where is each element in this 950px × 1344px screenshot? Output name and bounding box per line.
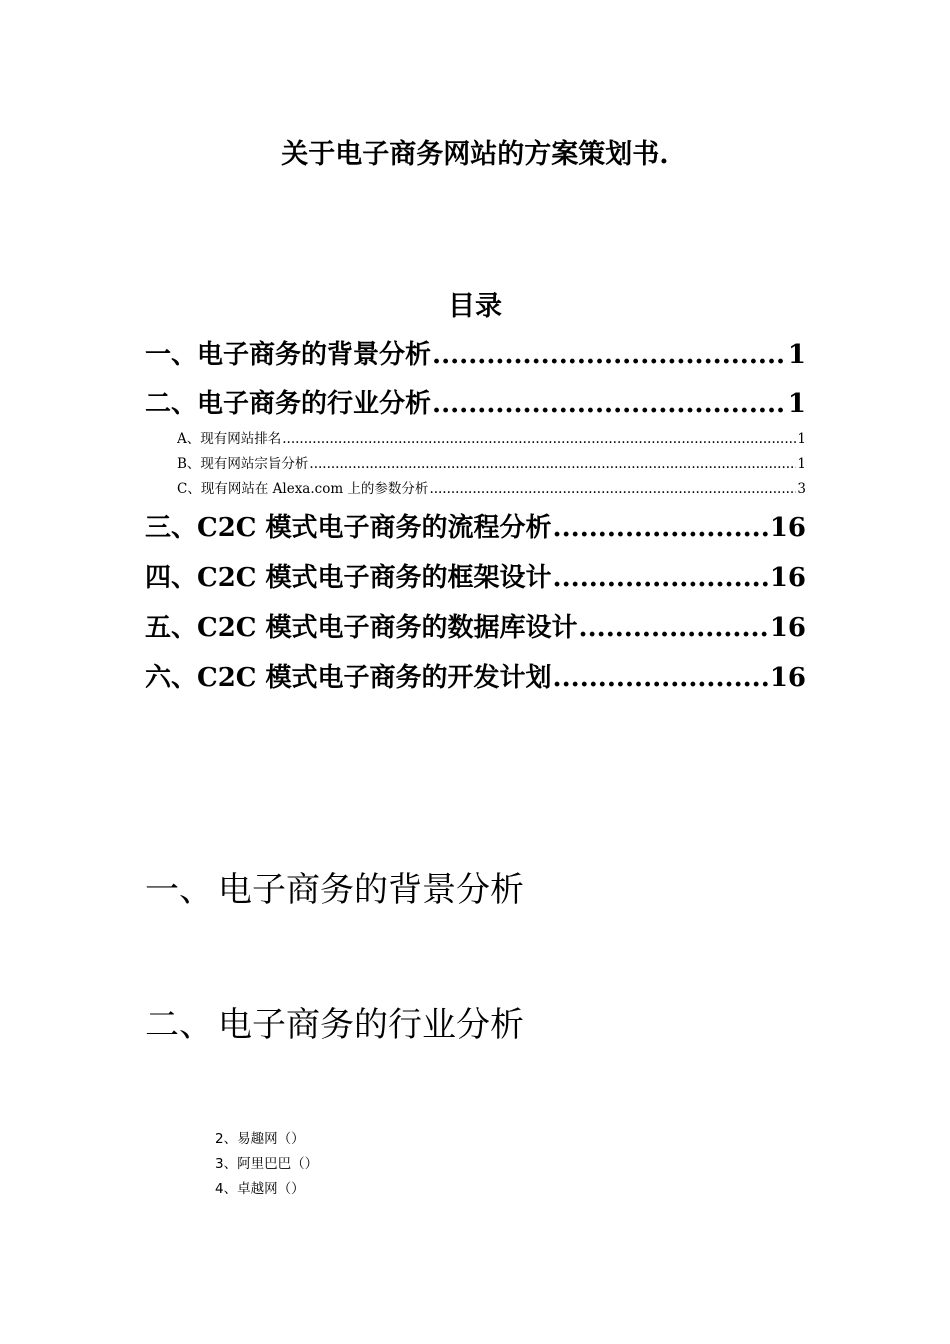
list-item-text: 卓越网（）	[237, 1181, 305, 1197]
section-heading-background	[145, 862, 524, 911]
list-item-number: 3、	[215, 1156, 238, 1172]
toc-dot-leader	[309, 456, 796, 472]
toc-entry-text: C2C 模式电子商务的框架设计	[197, 563, 552, 593]
toc-entry-number: 三、	[145, 513, 198, 543]
toc-entry-6[interactable]	[145, 657, 806, 697]
toc-dot-leader	[429, 481, 796, 497]
toc-subentry-b[interactable]	[177, 452, 806, 472]
toc-entry-2[interactable]	[145, 383, 806, 423]
toc-entry-text: C2C 模式电子商务的开发计划	[197, 663, 552, 693]
toc-entry-page: 1	[797, 431, 806, 447]
toc-entry-page: 16	[769, 613, 806, 643]
toc-entry-page: 1	[787, 389, 806, 419]
toc-dot-leader	[432, 389, 787, 419]
toc-entry-1[interactable]	[145, 334, 806, 374]
section-title: 电子商务的背景分析	[218, 870, 524, 910]
toc-entry-number: 六、	[145, 663, 198, 693]
toc-entry-number: B、	[177, 456, 201, 472]
list-item	[215, 1152, 318, 1172]
toc-entry-page: 16	[769, 513, 806, 543]
list-item	[215, 1127, 305, 1147]
list-item	[215, 1177, 305, 1197]
toc-entry-text: 现有网站宗旨分析	[200, 456, 309, 472]
toc-dot-leader	[282, 431, 796, 447]
toc-entry-4[interactable]	[145, 557, 806, 597]
toc-entry-text: 现有网站排名	[200, 431, 282, 447]
toc-entry-number: C、	[177, 481, 201, 497]
toc-entry-number: 四、	[145, 563, 198, 593]
toc-dot-leader	[553, 663, 769, 693]
list-item-number: 4、	[215, 1181, 238, 1197]
toc-entry-page: 16	[769, 563, 806, 593]
toc-dot-leader	[432, 340, 787, 370]
section-number: 二、	[145, 1005, 213, 1045]
section-heading-industry	[145, 997, 524, 1046]
toc-entry-page: 1	[787, 340, 806, 370]
toc-entry-page: 3	[797, 481, 806, 497]
toc-entry-3[interactable]	[145, 507, 806, 547]
toc-subentry-a[interactable]	[177, 427, 806, 447]
list-item-text: 阿里巴巴（）	[237, 1156, 319, 1172]
toc-entry-number: 五、	[145, 613, 198, 643]
list-item-number: 2、	[215, 1131, 238, 1147]
section-title: 电子商务的行业分析	[218, 1005, 524, 1045]
toc-entry-text: 电子商务的背景分析	[197, 340, 432, 370]
toc-dot-leader	[553, 513, 769, 543]
toc-entry-text: 电子商务的行业分析	[197, 389, 432, 419]
document-title: 关于电子商务网站的方案策划书.	[281, 139, 669, 170]
toc-entry-text: C2C 模式电子商务的数据库设计	[197, 613, 578, 643]
toc-subentry-c[interactable]	[177, 477, 806, 497]
section-number: 一、	[145, 870, 213, 910]
toc-dot-leader	[579, 613, 769, 643]
toc-heading: 目录	[448, 291, 502, 322]
toc-entry-number: 一、	[145, 340, 198, 370]
toc-entry-page: 16	[769, 663, 806, 693]
toc-entry-number: 二、	[145, 389, 198, 419]
toc-entry-text: C2C 模式电子商务的流程分析	[197, 513, 552, 543]
list-item-text: 易趣网（）	[237, 1131, 305, 1147]
toc-dot-leader	[553, 563, 769, 593]
toc-entry-5[interactable]	[145, 607, 806, 647]
toc-entry-number: A、	[177, 431, 201, 447]
toc-entry-text: 现有网站在 Alexa.com 上的参数分析	[200, 481, 429, 497]
toc-entry-page: 1	[797, 456, 806, 472]
